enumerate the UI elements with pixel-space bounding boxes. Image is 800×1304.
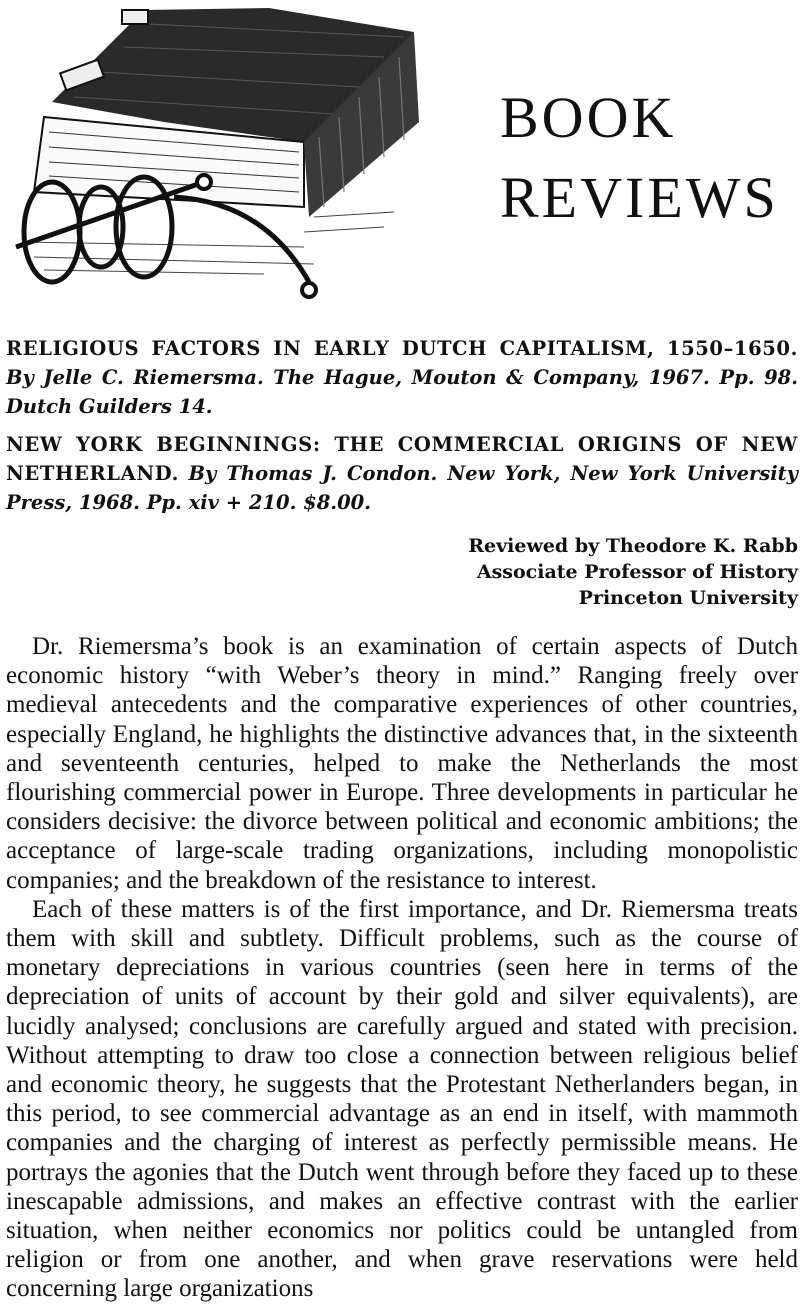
book-publication-info: By Jelle C. Riemersma. The Hague, Mouton & Company, 1967. Pp. 98. Dutch Guilders 14. [6,366,798,418]
reviewer-name: Reviewed by Theodore K. Rabb [468,535,798,557]
book-citation [6,430,798,517]
book-title: NEW YORK BEGINNINGS: THE COMMERCIAL ORIGINS OF NEW NETHERLAND. [6,433,798,485]
page-header [0,0,800,310]
book-publication-info: By Thomas J. Condon. New York, New York University Press, 1968. Pp. xiv + 210. $8.00. [6,462,799,514]
review-body [6,632,798,1304]
heading-line-reviews: REVIEWS [500,165,779,230]
heading-line-book: BOOK [500,85,677,150]
book-and-spectacles-icon [4,2,424,302]
book-title: RELIGIOUS FACTORS IN EARLY DUTCH CAPITALISM, 1550–1650. [6,337,798,360]
reviewer-credit [468,533,798,611]
book-citation [6,334,798,421]
section-heading [500,78,779,238]
review-paragraph: Each of these matters is of the first importance, and Dr. Riemersma treats them with skill and subtlety. Difficult problems, such as the course of monetary depreciations in various countries (seen here in terms of the depreciation of units of account by their gold and silver equivalents), are lucidly analysed; conclusions are carefully argued and stated with precision. Without attempting to draw too close a connection between religious belief and economic theory, he suggests that the Protestant Netherlanders began, in this period, to see commercial advantage as an end in itself, with mammoth companies and the charging of interest as perfectly permissible means. He portrays the agonies that the Dutch went through before they faced up to these inescapable admissions, and makes an effective contrast with the earlier situation, when neither economics nor politics could be untangled from religion or from one another, and when grave reservations were held concerning large organizations [6,895,798,1303]
review-paragraph: Dr. Riemersma’s book is an examination of certain aspects of Dutch economic history “with Weber’s theory in mind.” Ranging freely over medieval antecedents and the comparative experiences of other countries, especially England, he highlights the distinctive advances that, in the sixteenth and seventeenth centuries, helped to make the Netherlands the most flourishing commercial power in Europe. Three developments in particular he considers decisive: the divorce between political and economic ambitions; the acceptance of large-scale trading organizations, including monopolistic companies; and the breakdown of the resistance to interest. [6,633,798,894]
reviewer-institution: Princeton University [578,587,798,609]
reviewer-title: Associate Professor of History [476,561,798,583]
